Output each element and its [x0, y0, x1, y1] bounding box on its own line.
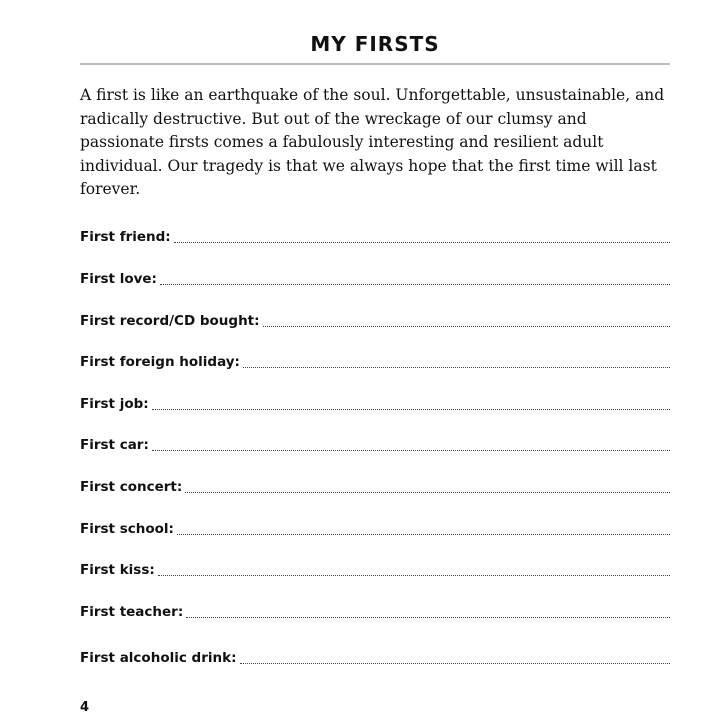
field-label: First foreign holiday:: [80, 354, 240, 370]
field-label: First car:: [80, 437, 149, 453]
page-title: MY FIRSTS: [310, 32, 440, 56]
intro-paragraph: A first is like an earthquake of the soul. Unforgettable, unsustainable, and radically destructive. But out of the wreckage of our clumsy and passionate firsts comes a fabulously interesting and resilient adult individual. Our tragedy is that we always hope that the first time will last forever.: [80, 86, 665, 198]
dotted-answer-line[interactable]: [186, 616, 670, 618]
field-first-friend[interactable]: [80, 226, 670, 246]
dotted-answer-line[interactable]: [160, 283, 670, 285]
dotted-answer-line[interactable]: [174, 241, 670, 243]
dotted-answer-line[interactable]: [240, 662, 671, 664]
field-label: First job:: [80, 396, 149, 412]
field-first-alcoholic-drink[interactable]: [80, 647, 670, 667]
field-label: First friend:: [80, 229, 171, 245]
field-first-foreign-holiday[interactable]: [80, 351, 670, 371]
dotted-answer-line[interactable]: [185, 491, 670, 493]
field-label: First school:: [80, 521, 174, 537]
field-first-record[interactable]: [80, 310, 670, 330]
field-label: First teacher:: [80, 604, 184, 620]
field-label: First love:: [80, 271, 157, 287]
field-first-car[interactable]: [80, 434, 670, 454]
dotted-answer-line[interactable]: [243, 366, 670, 368]
dotted-answer-line[interactable]: [177, 533, 670, 535]
field-first-job[interactable]: [80, 393, 670, 413]
field-first-teacher[interactable]: [80, 601, 670, 621]
field-first-concert[interactable]: [80, 476, 670, 496]
fill-in-list: [80, 0, 670, 720]
field-label: First record/CD bought:: [80, 313, 260, 329]
field-label: First concert:: [80, 479, 183, 495]
dotted-answer-line[interactable]: [263, 325, 670, 327]
field-first-school[interactable]: [80, 518, 670, 538]
field-first-love[interactable]: [80, 268, 670, 288]
page-number: 4: [80, 700, 90, 715]
dotted-answer-line[interactable]: [152, 449, 670, 451]
field-label: First alcoholic drink:: [80, 650, 237, 666]
field-label: First kiss:: [80, 562, 155, 578]
field-first-kiss[interactable]: [80, 559, 670, 579]
dotted-answer-line[interactable]: [158, 574, 670, 576]
dotted-answer-line[interactable]: [152, 408, 670, 410]
